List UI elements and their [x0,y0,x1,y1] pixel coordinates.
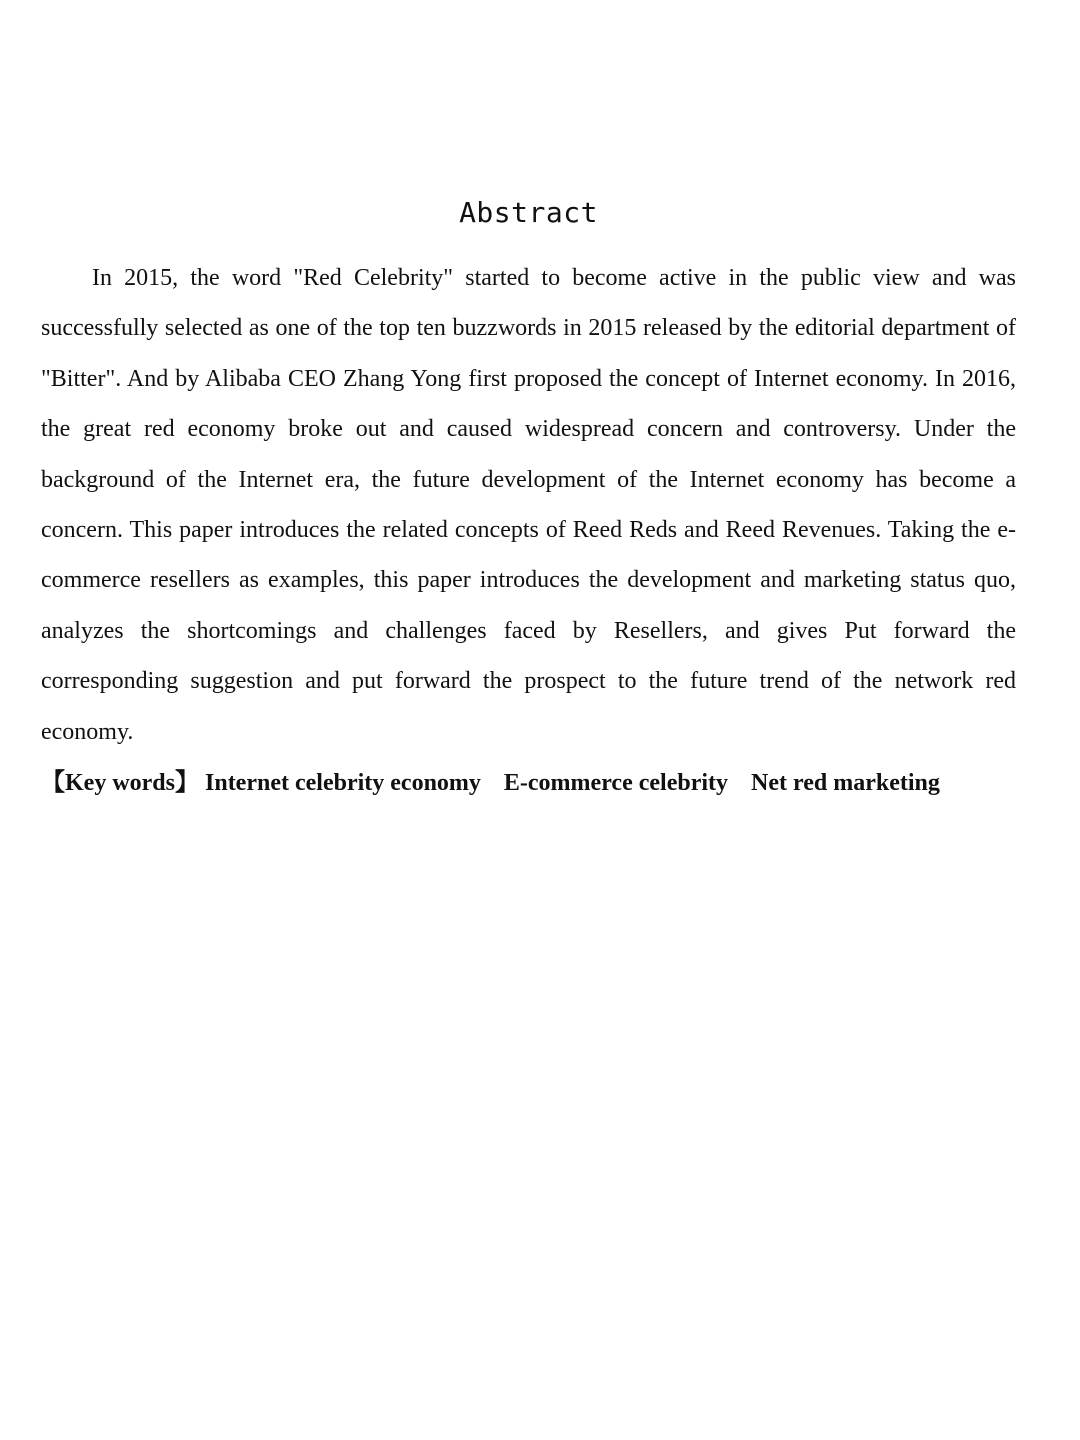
keyword-item: Net red marketing [751,770,940,796]
keywords-line [41,763,1041,803]
abstract-title: Abstract [459,196,598,229]
keyword-item: E-commerce celebrity [503,770,729,796]
keyword-item: Internet celebrity economy [205,770,481,796]
abstract-body: In 2015, the word "Red Celebrity" started to become active in the public view and was successfully selected as one of the top ten buzzwords in 2015 released by the editorial department of "Bitter". And by Alibaba CEO Zhang Yong first proposed the concept of Internet economy. In 2016, the great red economy broke out and caused widespread concern and controversy. Under the background of the Internet era, the future development of the Internet economy has become a concern. This paper introduces the related concepts of Reed Reds and Reed Revenues. Taking the e-commerce resellers as examples, this paper introduces the development and marketing status quo, analyzes the shortcomings and challenges faced by Resellers, and gives Put forward the corresponding suggestion and put forward the prospect to the future trend of the network red economy. [41,265,1016,745]
keywords-label: 【Key words】 [41,770,199,796]
